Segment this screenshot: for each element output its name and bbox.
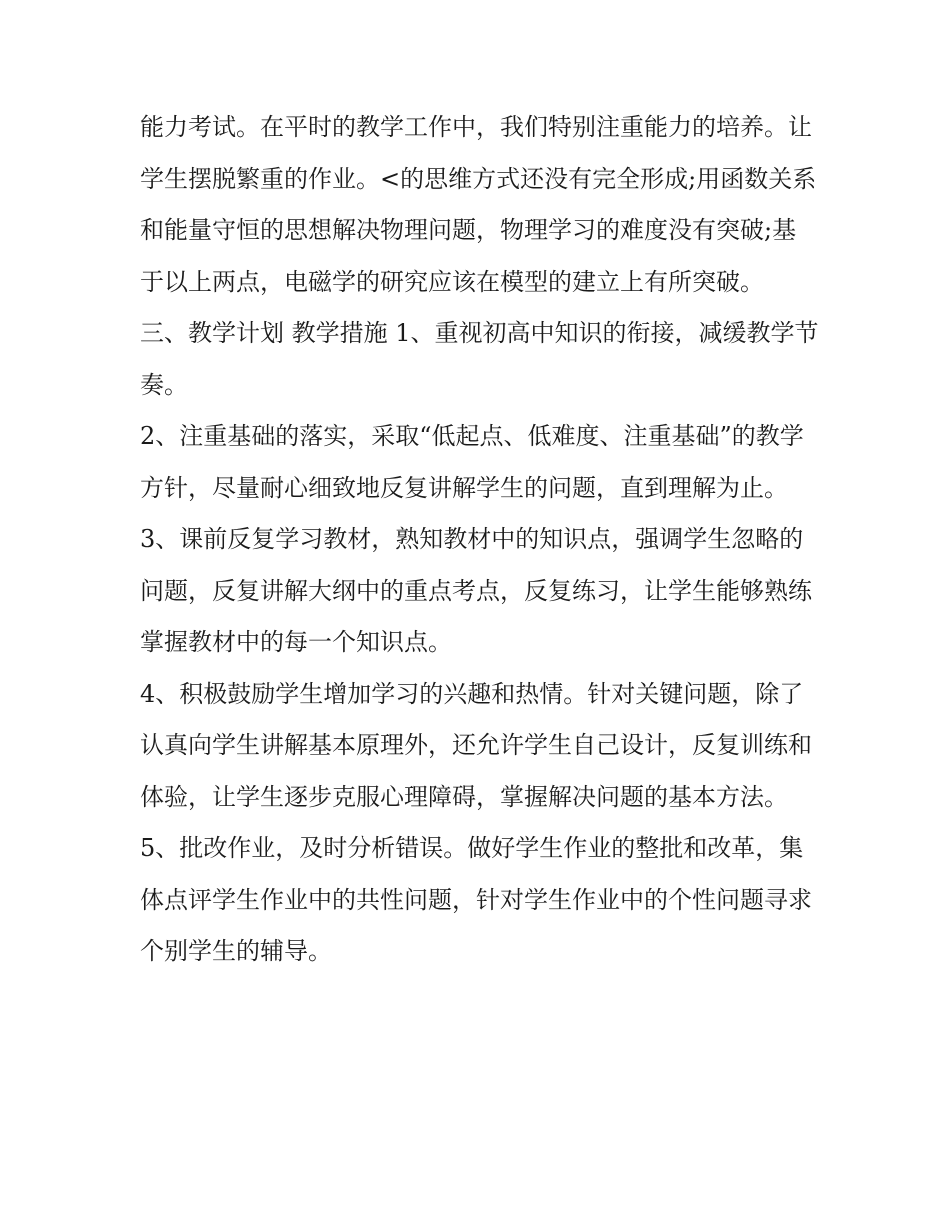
document-body [140, 102, 820, 978]
paragraph-measure-4: 4、积极鼓励学生增加学习的兴趣和热情。针对关键问题，除了认真向学生讲解基本原理外，还允许学生自己设计，反复训练和体验，让学生逐步克服心理障碍，掌握解决问题的基本方法。 [140, 679, 812, 811]
paragraph-measure-2: 2、注重基础的落实，采取“低起点、低难度、注重基础”的教学方针，尽量耐心细致地反复讲解学生的问题，直到理解为止。 [140, 422, 804, 502]
paragraph-measure-3: 3、课前反复学习教材，熟知教材中的知识点，强调学生忽略的问题，反复讲解大纲中的重点考点，反复练习，让学生能够熟练掌握教材中的每一个知识点。 [140, 525, 812, 656]
paragraph-measure-5: 5、批改作业，及时分析错误。做好学生作业的整批和改革，集体点评学生作业中的共性问题，针对学生作业中的个性问题寻求个别学生的辅导。 [140, 834, 812, 965]
paragraph-intro: 能力考试。在平时的教学工作中，我们特别注重能力的培养。让学生摆脱繁重的作业。<的思维方式还没有完全形成;用函数关系和能量守恒的思想解决物理问题，物理学习的难度没有突破;基于以上两点，电磁学的研究应该在模型的建立上有所突破。 [140, 113, 817, 296]
paragraph-teaching-plan: 三、教学计划 教学措施 1、重视初高中知识的衔接，减缓教学节奏。 [140, 319, 819, 399]
